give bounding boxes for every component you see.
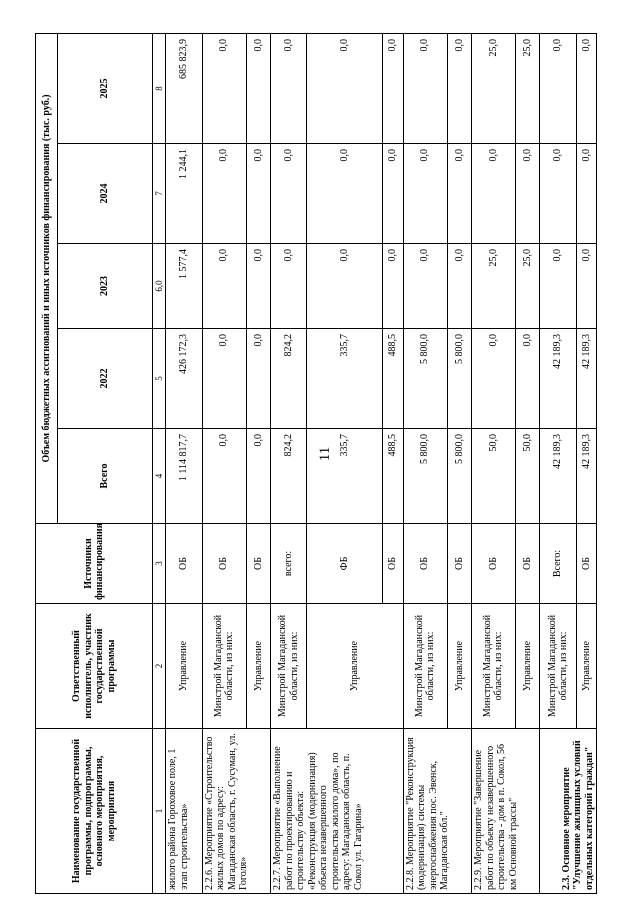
row-2023: 0,0 bbox=[403, 244, 447, 329]
header-2025: 2025 bbox=[58, 33, 153, 143]
row-2022: 488,5 bbox=[383, 329, 403, 429]
table-row bbox=[403, 33, 447, 893]
row-2024: 0,0 bbox=[271, 144, 307, 244]
row-2023: 0,0 bbox=[202, 244, 246, 329]
header-2022: 2022 bbox=[58, 329, 153, 429]
row-name: 2.2.9. Мероприятие "Завершение работ по объекту незавершенного строительства - дом в п. Сокол, 56 км Основной трассы" bbox=[472, 729, 540, 894]
row-2025: 0,0 bbox=[307, 33, 383, 143]
row-source: ОБ bbox=[383, 524, 403, 604]
row-2022: 0,0 bbox=[472, 329, 516, 429]
header-2024: 2024 bbox=[58, 144, 153, 244]
row-2024: 0,0 bbox=[515, 144, 539, 244]
row-2023: 1 577,4 bbox=[166, 244, 202, 329]
header-source: Источники финансирования bbox=[36, 524, 153, 604]
row-source: ОБ bbox=[403, 524, 447, 604]
row-2024: 0,0 bbox=[383, 144, 403, 244]
row-total: 50,0 bbox=[472, 429, 516, 524]
row-2023: 0,0 bbox=[540, 244, 576, 329]
table-row bbox=[271, 33, 307, 893]
row-total: 50,0 bbox=[515, 429, 539, 524]
header-2023: 2023 bbox=[58, 244, 153, 329]
row-2025: 0,0 bbox=[540, 33, 576, 143]
row-2023: 25,0 bbox=[515, 244, 539, 329]
row-name: 2.3. Основное мероприятие "Улучшение жилищных условий отдельных категорий граждан" bbox=[540, 729, 597, 894]
row-2024: 0,0 bbox=[307, 144, 383, 244]
row-total: 5 800,0 bbox=[403, 429, 447, 524]
row-2025: 0,0 bbox=[447, 33, 471, 143]
row-2022: 0,0 bbox=[515, 329, 539, 429]
column-index: 6,0 bbox=[153, 244, 166, 329]
table-row bbox=[166, 33, 202, 893]
row-2023: 0,0 bbox=[246, 244, 270, 329]
row-2025: 0,0 bbox=[403, 33, 447, 143]
column-index: 7 bbox=[153, 144, 166, 244]
row-executor: Минстрой Магаданской области, из них: bbox=[472, 604, 516, 729]
column-index: 5 bbox=[153, 329, 166, 429]
row-2025: 25,0 bbox=[515, 33, 539, 143]
row-2022: 5 800,0 bbox=[447, 329, 471, 429]
row-2023: 0,0 bbox=[447, 244, 471, 329]
row-executor: Управление bbox=[166, 604, 202, 729]
row-name: жилого района Гороховое поле, 1 этап строительства» bbox=[166, 729, 202, 894]
row-2022: 0,0 bbox=[202, 329, 246, 429]
row-source: ОБ bbox=[166, 524, 202, 604]
row-2025: 0,0 bbox=[576, 33, 596, 143]
column-index: 3 bbox=[153, 524, 166, 604]
row-executor: Управление bbox=[246, 604, 270, 729]
row-2024: 0,0 bbox=[472, 144, 516, 244]
row-total: 42 189,3 bbox=[540, 429, 576, 524]
row-2025: 0,0 bbox=[271, 33, 307, 143]
row-executor: Управление bbox=[447, 604, 471, 729]
row-2025: 0,0 bbox=[246, 33, 270, 143]
row-2022: 0,0 bbox=[246, 329, 270, 429]
row-total: 824,2 bbox=[271, 429, 307, 524]
page-number: 11 bbox=[317, 446, 333, 462]
row-total: 488,5 bbox=[383, 429, 403, 524]
rotated-table-container bbox=[35, 34, 597, 894]
row-2022: 335,7 bbox=[307, 329, 383, 429]
row-total: 0,0 bbox=[202, 429, 246, 524]
row-2024: 0,0 bbox=[202, 144, 246, 244]
row-executor: Минстрой Магаданской области, из них: bbox=[271, 604, 307, 729]
row-2023: 25,0 bbox=[472, 244, 516, 329]
header-total: Всего bbox=[58, 429, 153, 524]
row-name: 2.2.8. Мероприятие "Реконструкция (модернизация) системы энергоснабжения пос. Эвенск, Магаданская обл." bbox=[403, 729, 471, 894]
row-2023: 0,0 bbox=[576, 244, 596, 329]
row-total: 0,0 bbox=[246, 429, 270, 524]
header-name: Наименование государственной программы, подпрограммы, основного мероприятия, мероприятия bbox=[36, 729, 153, 894]
column-index: 2 bbox=[153, 604, 166, 729]
column-index: 4 bbox=[153, 429, 166, 524]
row-2024: 0,0 bbox=[246, 144, 270, 244]
row-2024: 0,0 bbox=[576, 144, 596, 244]
row-total: 42 189,3 bbox=[576, 429, 596, 524]
row-2022: 824,2 bbox=[271, 329, 307, 429]
row-executor: Управление bbox=[515, 604, 539, 729]
row-name: 2.2.6. Мероприятие «Строительство жилых домов по адресу: Магаданская область, г. Сусуман, ул. Гоголя» bbox=[202, 729, 270, 894]
header-volume: Объем бюджетных ассигнований и иных источников финансирования (тыс. руб.) bbox=[36, 33, 58, 523]
row-2022: 426 172,3 bbox=[166, 329, 202, 429]
row-total: 335,7 bbox=[307, 429, 383, 524]
row-2024: 0,0 bbox=[447, 144, 471, 244]
row-2024: 0,0 bbox=[403, 144, 447, 244]
table-row bbox=[472, 33, 516, 893]
column-index: 1 bbox=[153, 729, 166, 894]
row-executor: Управление bbox=[576, 604, 596, 729]
row-2025: 0,0 bbox=[202, 33, 246, 143]
row-source: ФБ bbox=[307, 524, 383, 604]
row-2022: 42 189,3 bbox=[540, 329, 576, 429]
row-name: 2.2.7. Мероприятие «Выполнение работ по проектированию и строительству объекта: «Реконструкция (модернизация) объекта незавершенного строительства жилого дома», по адресу: Магаданская область, п. Сокол ул. Гагарина» bbox=[271, 729, 404, 894]
row-2022: 42 189,3 bbox=[576, 329, 596, 429]
row-source: ОБ bbox=[576, 524, 596, 604]
row-2023: 0,0 bbox=[383, 244, 403, 329]
row-source: ОБ bbox=[472, 524, 516, 604]
row-2024: 1 244,1 bbox=[166, 144, 202, 244]
row-2025: 685 823,9 bbox=[166, 33, 202, 143]
row-source: ОБ bbox=[447, 524, 471, 604]
table-row bbox=[540, 33, 576, 893]
row-source: ОБ bbox=[515, 524, 539, 604]
row-2025: 25,0 bbox=[472, 33, 516, 143]
header-executor: Ответственный исполнитель, участник государственной программы bbox=[36, 604, 153, 729]
row-source: всего: bbox=[271, 524, 307, 604]
row-source: Всего: bbox=[540, 524, 576, 604]
row-2023: 0,0 bbox=[271, 244, 307, 329]
row-executor: Минстрой Магаданской области, из них: bbox=[540, 604, 576, 729]
row-executor: Минстрой Магаданской области, из них: bbox=[403, 604, 447, 729]
row-source: ОБ bbox=[246, 524, 270, 604]
row-2023: 0,0 bbox=[307, 244, 383, 329]
row-2025: 0,0 bbox=[383, 33, 403, 143]
row-total: 1 114 817,7 bbox=[166, 429, 202, 524]
table-row bbox=[202, 33, 246, 893]
row-executor: Управление bbox=[307, 604, 403, 729]
row-executor: Минстрой Магаданской области, из них: bbox=[202, 604, 246, 729]
row-source: ОБ bbox=[202, 524, 246, 604]
row-2024: 0,0 bbox=[540, 144, 576, 244]
financing-table bbox=[35, 33, 597, 894]
row-2022: 5 800,0 bbox=[403, 329, 447, 429]
column-index: 8 bbox=[153, 33, 166, 143]
row-total: 5 800,0 bbox=[447, 429, 471, 524]
